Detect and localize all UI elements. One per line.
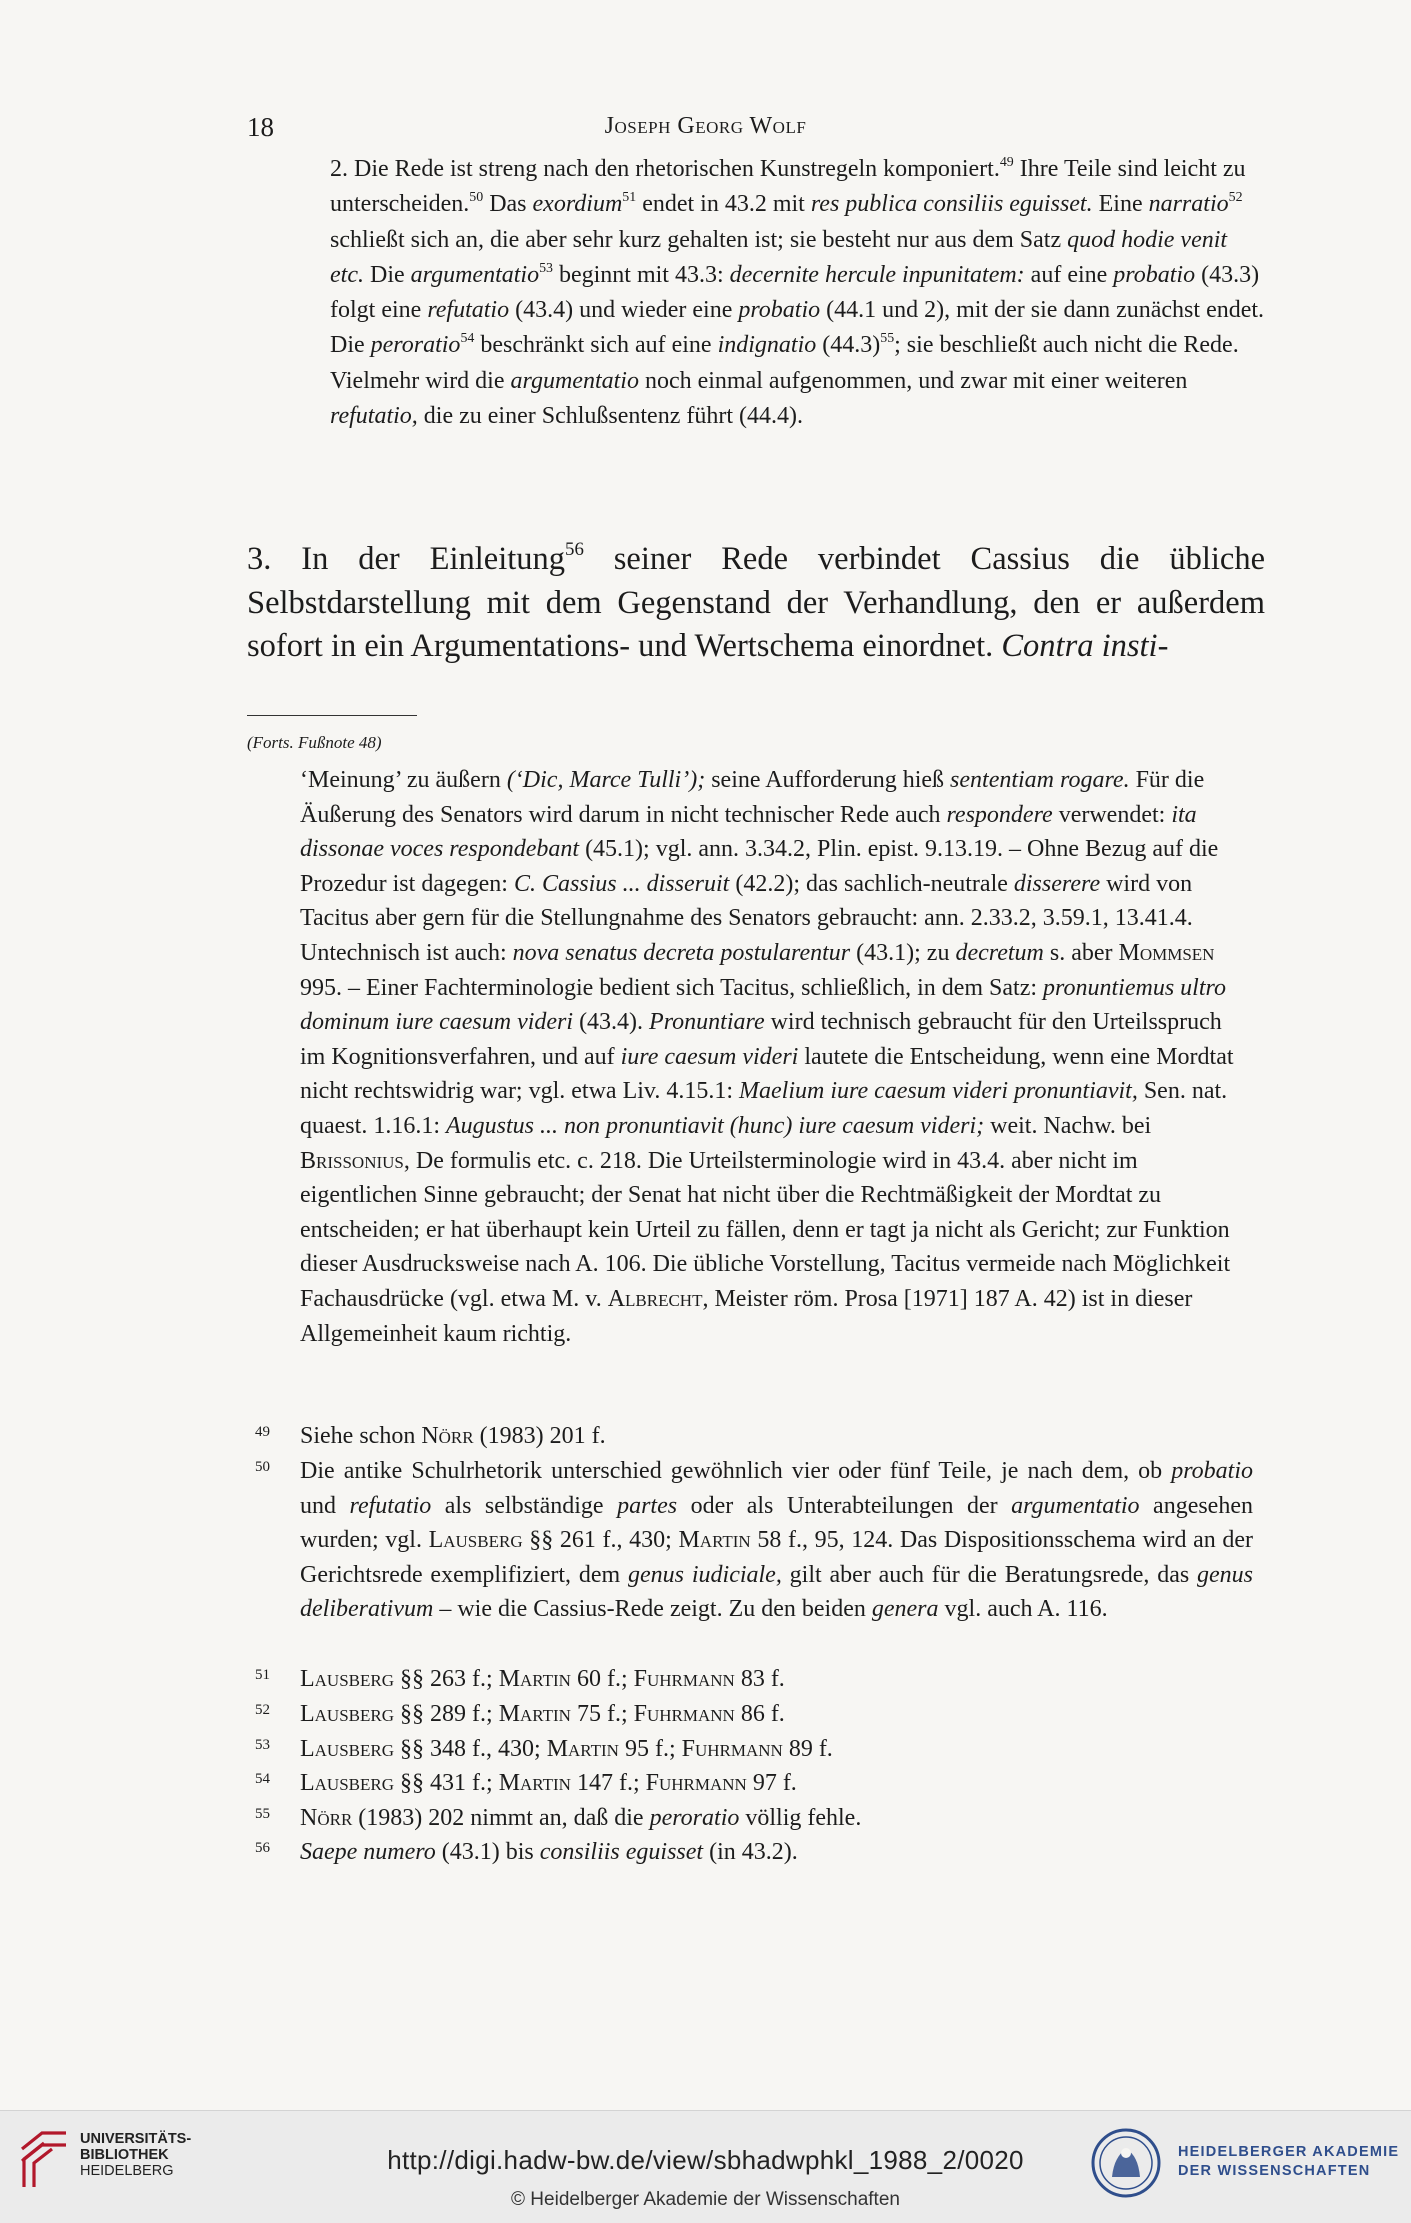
footnote-ref[interactable]: 55 — [880, 331, 895, 347]
footnote-ref[interactable]: 49 — [999, 154, 1014, 170]
footnote-49: Siehe schon Nörr (1983) 201 f. — [300, 1423, 606, 1449]
footnote-number: 55 — [255, 1806, 270, 1822]
university-library-label[interactable]: UNIVERSITÄTS- BIBLIOTHEK HEIDELBERG — [80, 2131, 192, 2179]
footnote-55: Nörr (1983) 202 nimmt an, daß die peroratio völlig fehle. — [300, 1805, 862, 1831]
footnote-54: Lausberg §§ 431 f.; Martin 147 f.; Fuhrmann 97 f. — [300, 1770, 797, 1796]
footnote-number: 53 — [255, 1737, 270, 1753]
footnote-ref[interactable]: 51 — [622, 189, 637, 205]
footnote-ref[interactable]: 52 — [1228, 189, 1243, 205]
footnote-ref[interactable]: 54 — [460, 331, 475, 347]
footnote-ref[interactable]: 50 — [469, 189, 484, 205]
section-2-paragraph: 2. Die Rede ist streng nach den rhetorischen Kunstregeln komponiert.$^{49}$ Ihre Teile sind leicht zu unterscheiden.$^{50}$ Das exordium$^{51}$ endet in 43.2 mit res publica consiliis eguisset. Eine narratio$^{52}$ schließt sich an, die aber sehr kurz gehalten ist; sie besteht nur aus dem Satz quod hodie venit etc. Die argumentatio$^{53}$ beginnt mit 43.3: decernite hercule inpunitatem: auf eine probatio (43.3) folgt eine refutatio (43.4) und wieder eine probatio (44.1 und 2), mit der sie dann zunächst endet. Die peroratio$^{54}$ beschränkt sich auf eine indignatio $(44.3)^{55}$; sie beschließt auch nicht die Rede. Vielmehr wird die argumentatio noch einmal aufgenommen, und zwar mit einer weiteren refutatio, die zu einer Schlußsentenz führt (44.4). — [330, 154, 1265, 430]
academy-seal-icon[interactable] — [1090, 2127, 1162, 2199]
footnote-48-continuation: ‘Meinung’ zu äußern (‘Dic, Marce Tulli’); seine Aufforderung hieß sententiam rogare. Für die Äußerung des Senators wird darum in nicht technischer Rede auch respondere verwendet: ita dissonae voces respondebant (45.1); vgl. ann. 3.34.2, Plin. epist. 9.13.19. – Ohne Bezug auf die Prozedur ist dagegen: C. Cassius ... disseruit (42.2); das sachlich-neutrale disserere wird von Tacitus aber gern für die Stellungnahme des Senators gebraucht: ann. 2.33.2, 3.59.1, 13.41.4. Untechnisch ist auch: nova senatus decreta postularentur (43.1); zu decretum s. aber Mommsen 995. – Einer Fachterminologie bedient sich Tacitus, schließlich, in dem Satz: pronuntiemus ultro dominum iure caesum videri (43.4). Pronuntiare wird technisch gebraucht für den Urteilsspruch im Kognitionsverfahren, und auf iure caesum videri lautete die Entscheidung, wenn eine Mordtat nicht rechtswidrig war; vgl. etwa Liv. 4.15.1: Maelium iure caesum videri pronuntiavit, Sen. nat. quaest. 1.16.1: Augustus ... non pronuntiavit (hunc) iure caesum videri; weit. Nachw. bei Brissonius, De formulis etc. c. 218. Die Urteilsterminologie wird in 43.4. aber nicht im eigentlichen Sinne gebraucht; der Senat hat nicht über die Rechtmäßigkeit der Mordtat zu entscheiden; er hat überhaupt kein Urteil zu fällen, denn er tagt ja nicht als Gericht; zur Funktion dieser Ausdrucksweise nach A. 106. Die übliche Vorstellung, Tacitus vermeide nach Möglichkeit Fachausdrücke (vgl. etwa M. v. Albrecht, Meister röm. Prosa [1971] 187 A. 42) ist in dieser Allgemeinheit kaum richtig. — [300, 767, 1234, 1347]
footnote-53: Lausberg §§ 348 f., 430; Martin 95 f.; Fuhrmann 89 f. — [300, 1736, 833, 1762]
footnote-number: 52 — [255, 1702, 270, 1718]
footnote-51: Lausberg §§ 263 f.; Martin 60 f.; Fuhrmann 83 f. — [300, 1666, 785, 1692]
academy-label[interactable]: HEIDELBERGER AKADEMIE DER WISSENSCHAFTEN — [1178, 2144, 1400, 2179]
running-head: Joseph Georg Wolf — [604, 113, 807, 139]
footnote-number: 50 — [255, 1459, 270, 1475]
footnote-50: Die antike Schulrhetorik unterschied gewöhnlich vier oder fünf Teile, je nach dem, ob probatio und refutatio als selbständige partes oder als Unterabteilungen der argumentatio angesehen wurden; vgl. Lausberg §§ 261 f., 430; Martin 58 f., 95, 124. Das Dispositionsschema wird an der Gerichtsrede exemplifiziert, dem genus iudiciale, gilt aber auch für die Beratungsrede, das genus deliberativum – wie die Cassius-Rede zeigt. Zu den beiden genera vgl. auch A. 116. — [300, 1458, 1254, 1623]
footnote-number: 49 — [255, 1424, 270, 1440]
permalink-url[interactable]: http://digi.hadw-bw.de/view/sbhadwphkl_1988_2/0020 — [387, 2145, 1024, 2175]
footnote-ref[interactable]: 56 — [565, 539, 584, 561]
footnote-separator — [247, 715, 417, 716]
footnote-continuation-label: (Forts. Fußnote 48) — [247, 733, 382, 752]
footnote-56: Saepe numero (43.1) bis consiliis eguisset (in 43.2). — [300, 1839, 798, 1865]
footnote-number: 54 — [255, 1771, 270, 1787]
footnote-52: Lausberg §§ 289 f.; Martin 75 f.; Fuhrmann 86 f. — [300, 1701, 785, 1727]
footnote-ref[interactable]: 53 — [539, 260, 553, 276]
copyright-notice: © Heidelberger Akademie der Wissenschaften — [511, 2189, 900, 2210]
section-3-paragraph: 3. In der Einleitung$^{56}$ seiner Rede verbindet Cassius die übliche Selbstdarstellung mit dem Gegenstand der Verhandlung, den er außerdem sofort in ein Argumentations- und Wertschema einordnet. Contra insti- — [247, 539, 1265, 664]
viewer-footer — [0, 2110, 1411, 2223]
page-number: 18 — [247, 112, 274, 142]
footnote-number: 51 — [255, 1667, 270, 1683]
footnote-number: 56 — [255, 1840, 270, 1856]
